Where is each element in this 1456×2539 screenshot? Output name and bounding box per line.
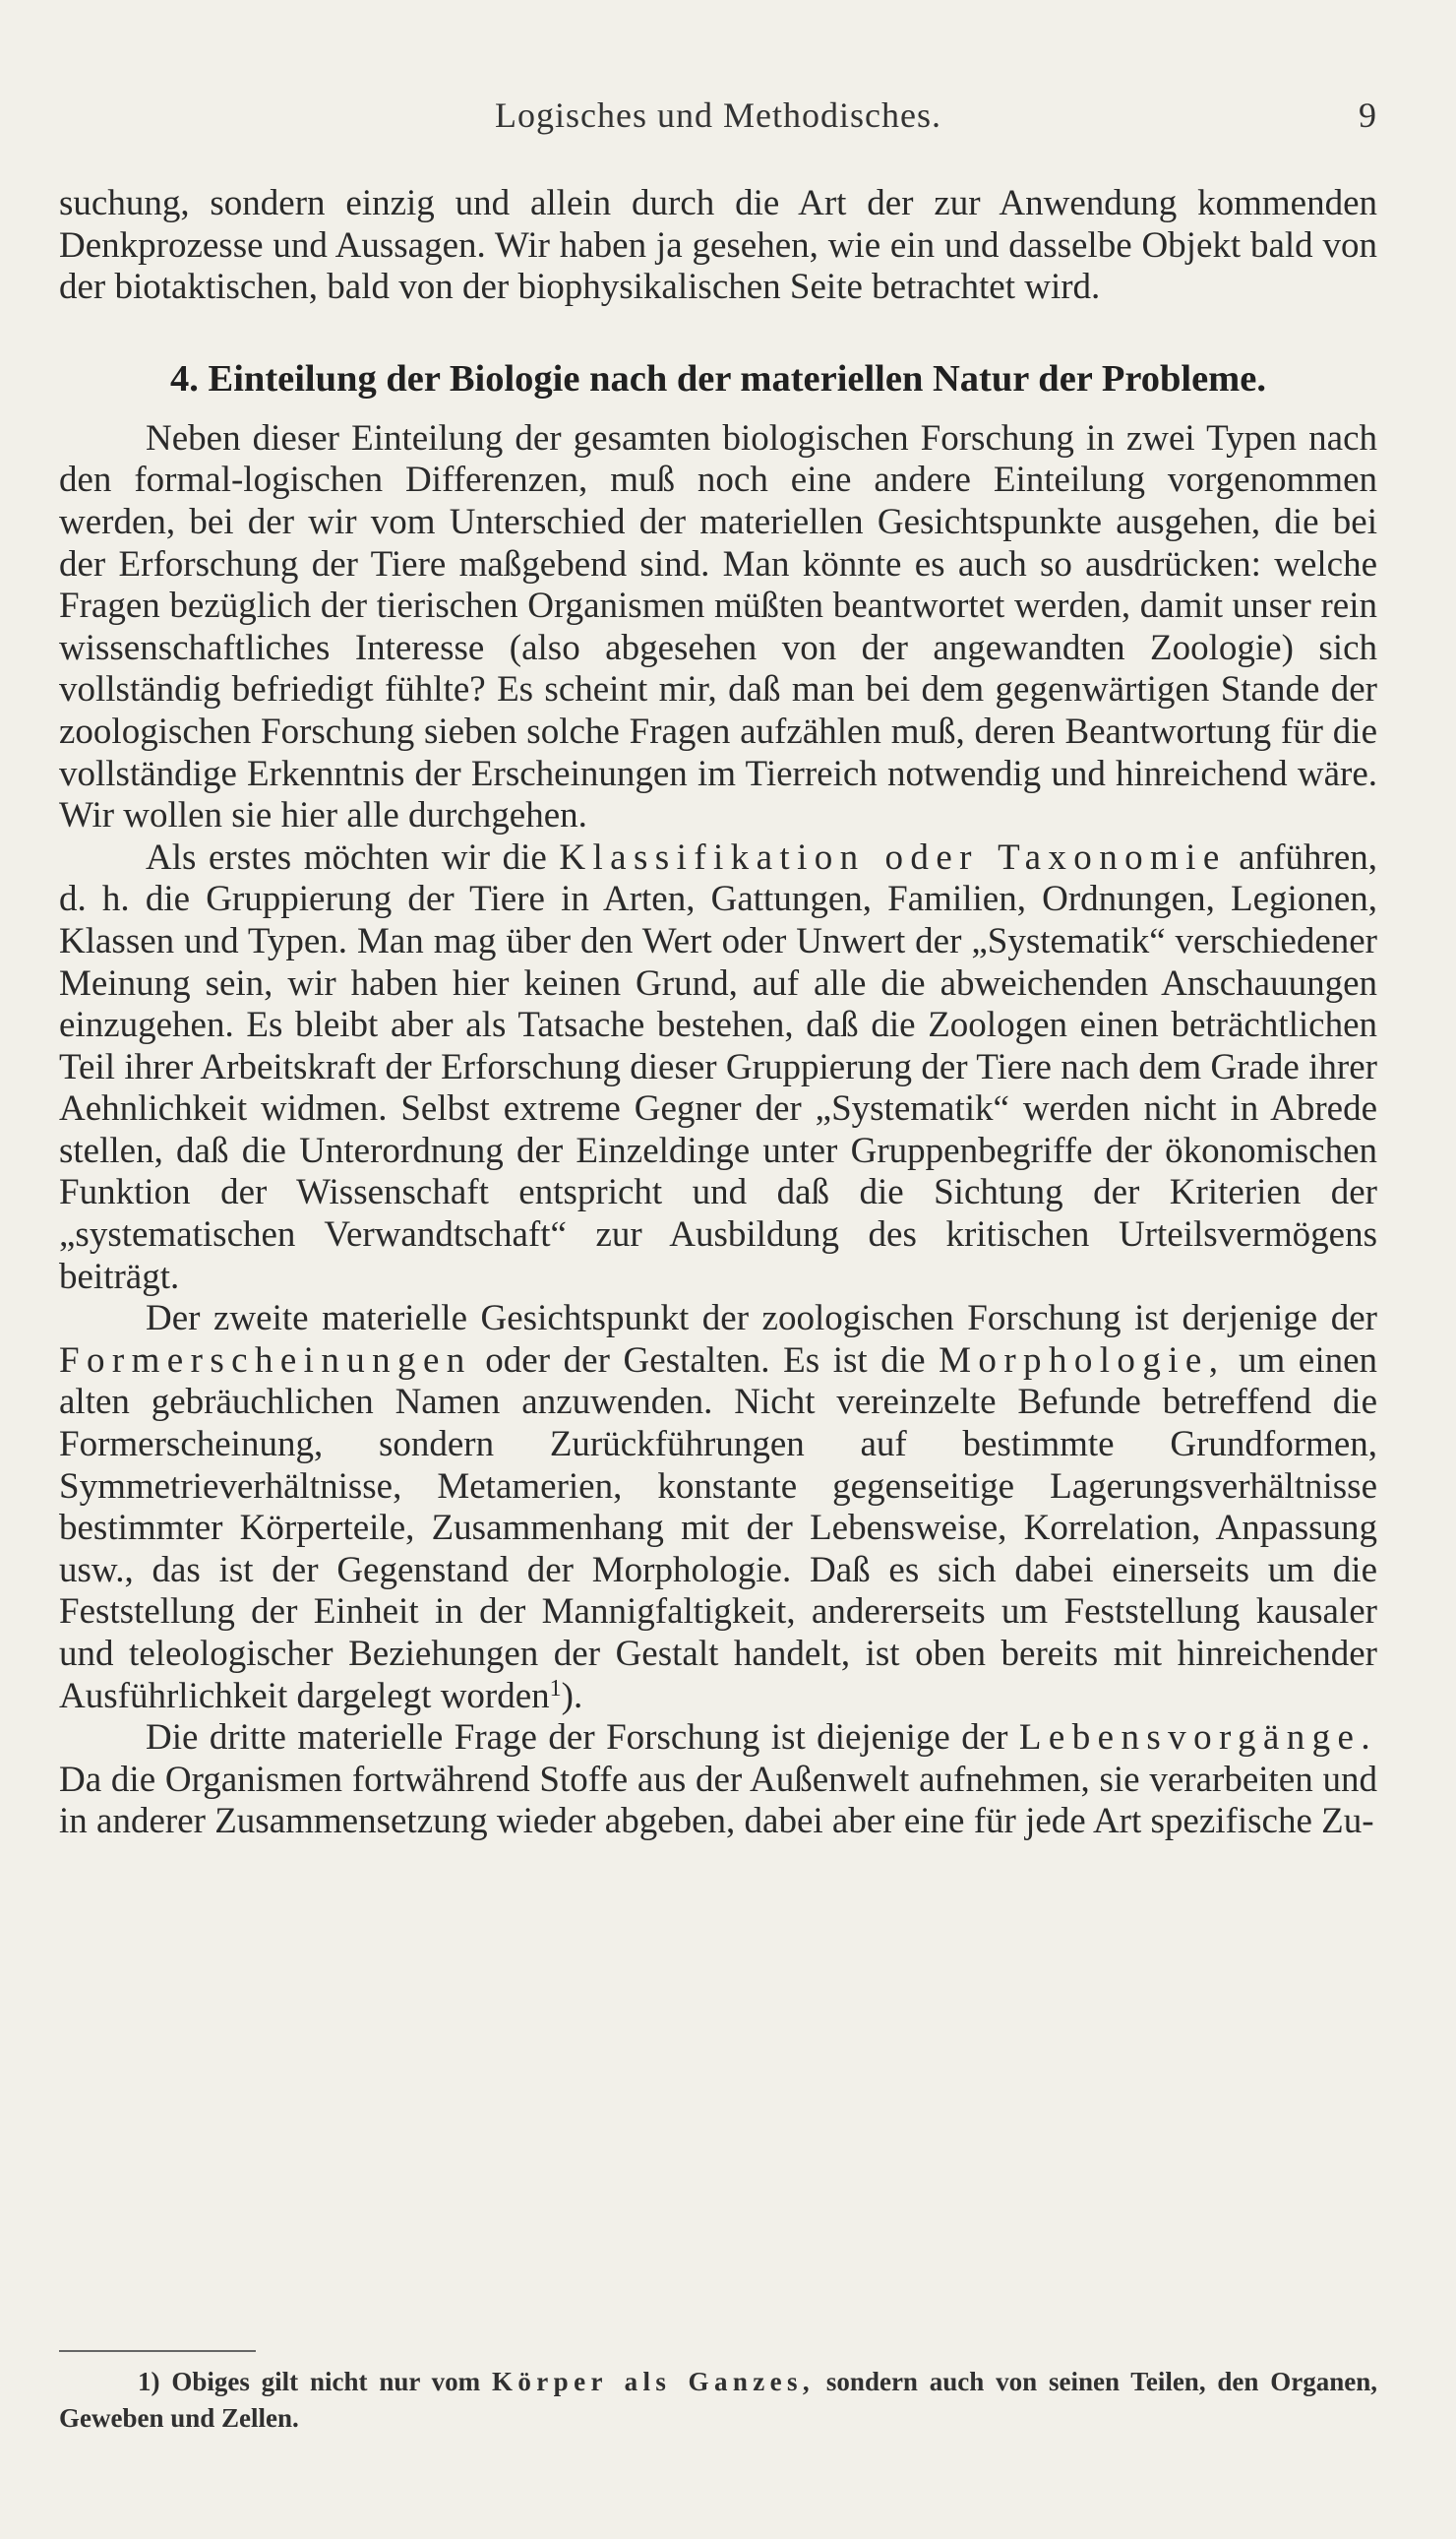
spaced-term-morphologie: Morphologie, [939,1339,1226,1381]
footnotes [59,2364,1377,2437]
paragraph-continuation: suchung, sondern einzig und allein durch die Art der zur Anwendung kommenden Denkprozesse und Aussagen. Wir haben ja gesehen, wie ein und dasselbe Objekt bald von der biotaktischen, bald von der biophysikalischen Seite betrachtet wird. [59,183,1377,308]
body-text [59,183,1377,1843]
section-heading: 4. Einteilung der Biologie nach der materiellen Natur der Probleme. [170,357,1266,400]
text-run: sondern auch von seinen Teilen, den Organen, Geweben und Zellen. [59,2367,1377,2433]
paragraph-einteilung: Neben dieser Einteilung der gesamten biologischen Forschung in zwei Typen nach den formal-logischen Differenzen, muß noch eine andere Einteilung vorgenommen werden, bei der wir vom Unterschied der materiellen Gesichtspunkte ausgehen, die bei der Erforschung der Tiere maßgebend sind. Man könnte es auch so ausdrücken: welche Fragen bezüglich der tierischen Organismen müßten beantwortet werden, damit unser rein wissenschaftliches Interesse (also abgesehen von der angewandten Zoologie) sich vollständig befriedigt fühlte? Es scheint mir, daß man bei dem gegenwärtigen Stande der zoologischen Forschung sieben solche Fragen aufzählen muß, deren Beantwortung für die vollständige Erkenntnis der Erscheinungen im Tierreich notwendig und hinreichend wäre. Wir wollen sie hier alle durchgehen. [59,417,1377,836]
text-run: ). [561,1675,583,1716]
paragraph-lebensvorgaenge [59,1717,1377,1843]
text-run: Der zweite materielle Gesichtspunkt der zoologischen Forschung ist derjenige der [146,1298,1377,1339]
spaced-term-koerper: Körper als Ganzes, [492,2367,816,2396]
text-run: anführen, d. h. die Gruppierung der Tiere in Arten, Gattungen, Familien, Ordnungen, Legionen, Klassen und Typen. Man mag über den Wert oder Unwert der „Systematik“ verschiedener Meinung sein, wir haben hier keinen Grund, auf alle die abweichenden Anschauungen einzugehen. Es bleibt aber als Tatsache bestehen, daß die Zoologen einen beträchtlichen Teil ihrer Arbeitskraft der Erforschung dieser Gruppierung der Tiere nach dem Grade ihrer Aehnlichkeit widmen. Selbst extreme Gegner der „Systematik“ werden nicht in Abrede stellen, daß die Unterordnung der Einzeldinge unter Gruppenbegriffe der ökonomischen Funktion der Wissenschaft entspricht und daß die Sichtung der Kriterien der „systematischen Verwandtschaft“ zur Ausbildung des kritischen Urteilsvermögens beiträgt. [59,836,1377,1297]
footnote-reference: 1 [549,1675,562,1702]
spaced-term-lebensvorgaenge: Lebensvorgänge. [1018,1717,1378,1759]
text-run: 1) Obiges gilt nicht nur vom [138,2367,481,2396]
spaced-term-taxonomie: Klassifikation oder Taxonomie [559,836,1227,878]
paragraph-klassifikation [59,837,1377,1299]
footnote-1 [59,2364,1377,2437]
running-head [59,94,1377,142]
paragraph-morphologie [59,1298,1377,1717]
spaced-term-formerscheinungen: Formerscheinungen [59,1339,472,1381]
running-title: Logisches und Methodisches. [495,95,941,135]
text-run: Da die Organismen fortwährend Stoffe aus der Außenwelt aufnehmen, sie verarbeiten und in anderer Zusammensetzung wieder abgeben, dabei aber eine für jede Art spezifische Zu- [59,1759,1377,1842]
text-run: Die dritte materielle Frage der Forschung ist diejenige der [146,1717,1008,1759]
footnote-rule [59,2350,256,2352]
text-run: um einen alten gebräuchlichen Namen anzuwenden. Nicht vereinzelte Befunde betreffend die Formerscheinung, sondern Zurückführungen auf bestimmte Grundformen, Symmetrieverhältnisse, Metamerien, konstante gegenseitige Lagerungsverhältnisse bestimmter Körperteile, Zusammenhang mit der Lebensweise, Korrelation, Anpassung usw., das ist der Gegenstand der Morphologie. Daß es sich dabei einerseits um die Feststellung der Einheit in der Mannigfaltigkeit, andererseits um Feststellung kausaler und teleologischer Beziehungen der Gestalt handelt, ist oben bereits mit hinreichender Ausführlichkeit dargelegt worden [59,1339,1378,1716]
page-number: 9 [1359,95,1377,135]
text-run: Als erstes möchten wir die [146,836,547,878]
text-run: oder der Gestalten. Es ist die [485,1339,926,1381]
